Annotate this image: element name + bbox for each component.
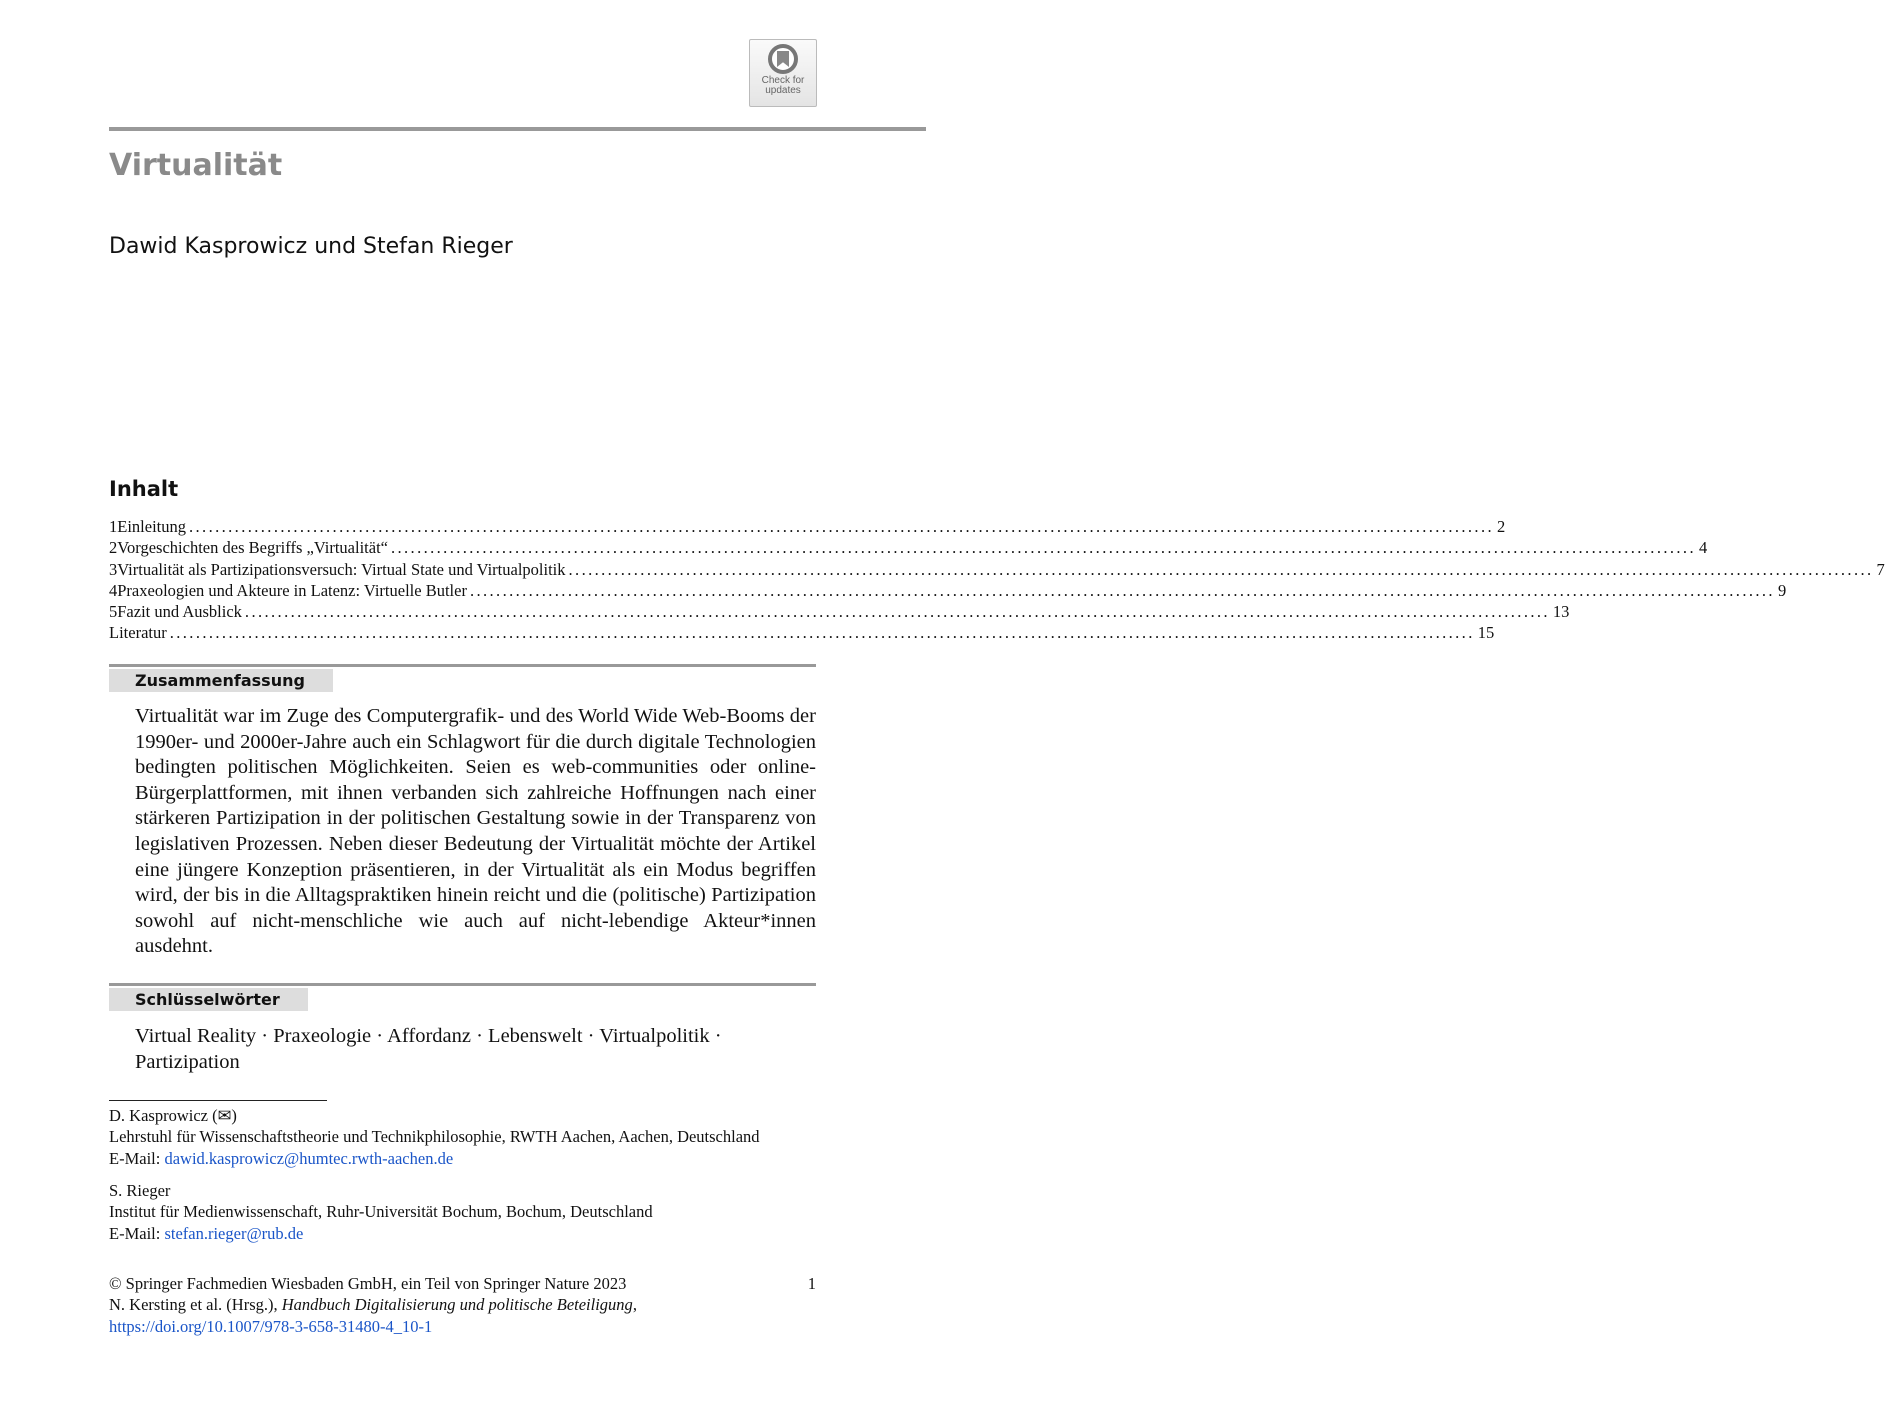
toc-heading: Inhalt [109, 477, 179, 501]
toc-item-number: 2 [109, 538, 118, 558]
toc-item[interactable] [109, 516, 1506, 537]
author1-footnote [109, 1105, 829, 1169]
keywords-heading: Schlüsselwörter [109, 988, 308, 1011]
author1-email-link[interactable]: dawid.kasprowicz@humtec.rwth-aachen.de [164, 1148, 454, 1168]
check-for-updates-badge[interactable] [749, 39, 817, 107]
toc-item-number: 3 [109, 559, 118, 579]
abstract-text: Virtualität war im Zuge des Computergrafik- und des World Wide Web-Booms der 1990er- und 2000er-Jahre auch ein Schlagwort für die durch digitale Technologien bedingten politischen Möglichkeiten. Seien es web-communities oder online-Bürgerplattformen, mit ihnen verbanden sich zahlreiche Hoffnungen nach einer stärkeren Partizipation in der politischen Gestaltung sowie in der Transparenz von legislativen Prozessen. Neben dieser Bedeutung der Virtualität möchte der Artikel eine jüngere Konzeption präsentieren, in der Virtualität als ein Modus begriffen wird, der bis in die Alltagspraktiken hinein reicht und die (politische) Partizipation sowohl auf nicht-menschliche wie auch auf nicht-lebendige Akteur*innen ausdehnt. [135, 705, 816, 958]
author2-affiliation: Institut für Medienwissenschaft, Ruhr-Universität Bochum, Bochum, Deutschland [109, 1202, 653, 1222]
toc-item-title: Virtualität als Partizipationsversuch: Virtual State und Virtualpolitik [117, 559, 566, 579]
author1-name: D. Kasprowicz (✉) [109, 1106, 237, 1125]
citation-suffix: , [632, 1295, 637, 1315]
page-number: 1 [807, 1274, 816, 1293]
toc-item-number: 4 [109, 580, 118, 600]
toc-item[interactable] [109, 559, 1885, 580]
citation-title: Handbuch Digitalisierung und politische Beteiligung [281, 1295, 633, 1315]
toc-item-title: Fazit und Ausblick [117, 602, 242, 622]
toc-item[interactable] [109, 537, 1708, 558]
dot-leader: ........................................................................................................................................................................................................ [390, 538, 1696, 558]
badge-line2: updates [765, 85, 801, 96]
keywords-text: Virtual Reality · Praxeologie · Affordanz · Lebenswelt · Virtualpolitik · Partizipation [135, 1025, 722, 1073]
abstract-heading: Zusammenfassung [109, 669, 333, 692]
toc-item-title: Einleitung [117, 517, 186, 536]
table-of-contents [109, 516, 1885, 644]
author2-footnote [109, 1180, 829, 1244]
section-rule [109, 983, 816, 986]
dot-leader: ........................................................................................................................................................................................................ [169, 623, 1475, 643]
toc-item-title: Literatur [109, 623, 167, 643]
bookmark-icon [768, 44, 798, 74]
author2-name: S. Rieger [109, 1181, 171, 1200]
toc-item-title: Vorgeschichten des Begriffs „Virtualität“ [117, 538, 388, 558]
toc-item[interactable] [109, 580, 1787, 601]
toc-item-page: 2 [1497, 517, 1506, 536]
title-rule [109, 127, 926, 131]
toc-item-page: 7 [1876, 559, 1885, 579]
citation-editors: N. Kersting et al. (Hrsg.), [109, 1295, 282, 1315]
email-label: E-Mail: [109, 1223, 165, 1243]
toc-item-page: 9 [1777, 580, 1787, 600]
toc-item-number: 1 [109, 517, 118, 536]
doi-link[interactable]: https://doi.org/10.1007/978-3-658-31480-4_10-1 [109, 1316, 433, 1336]
publication-info [109, 1273, 816, 1337]
toc-item-page: 15 [1477, 623, 1495, 643]
author2-email-link[interactable]: stefan.rieger@rub.de [164, 1223, 304, 1243]
toc-item[interactable] [109, 601, 1570, 622]
badge-line1: Check for [761, 75, 805, 86]
footnote-rule [109, 1100, 327, 1101]
dot-leader: ........................................................................................................................................................................................................ [568, 559, 1874, 579]
author1-affiliation: Lehrstuhl für Wissenschaftstheorie und Technikphilosophie, RWTH Aachen, Aachen, Deutschland [109, 1127, 760, 1147]
dot-leader: ........................................................................................................................................................................................................ [244, 602, 1550, 622]
toc-item-title: Praxeologien und Akteure in Latenz: Virtuelle Butler [117, 580, 467, 600]
dot-leader: ........................................................................................................................................................................................................ [469, 580, 1775, 600]
authors: Dawid Kasprowicz und Stefan Rieger [109, 234, 513, 259]
copyright: © Springer Fachmedien Wiesbaden GmbH, ein Teil von Springer Nature 2023 [109, 1274, 627, 1293]
dot-leader: ........................................................................................................................................................................................................ [189, 517, 1494, 536]
toc-item-page: 4 [1698, 538, 1708, 558]
chapter-title: Virtualität [109, 148, 283, 183]
toc-item-page: 13 [1552, 602, 1570, 622]
toc-item-number: 5 [109, 602, 118, 622]
section-rule [109, 664, 816, 667]
email-label: E-Mail: [109, 1148, 165, 1168]
toc-item[interactable] [109, 622, 1495, 643]
